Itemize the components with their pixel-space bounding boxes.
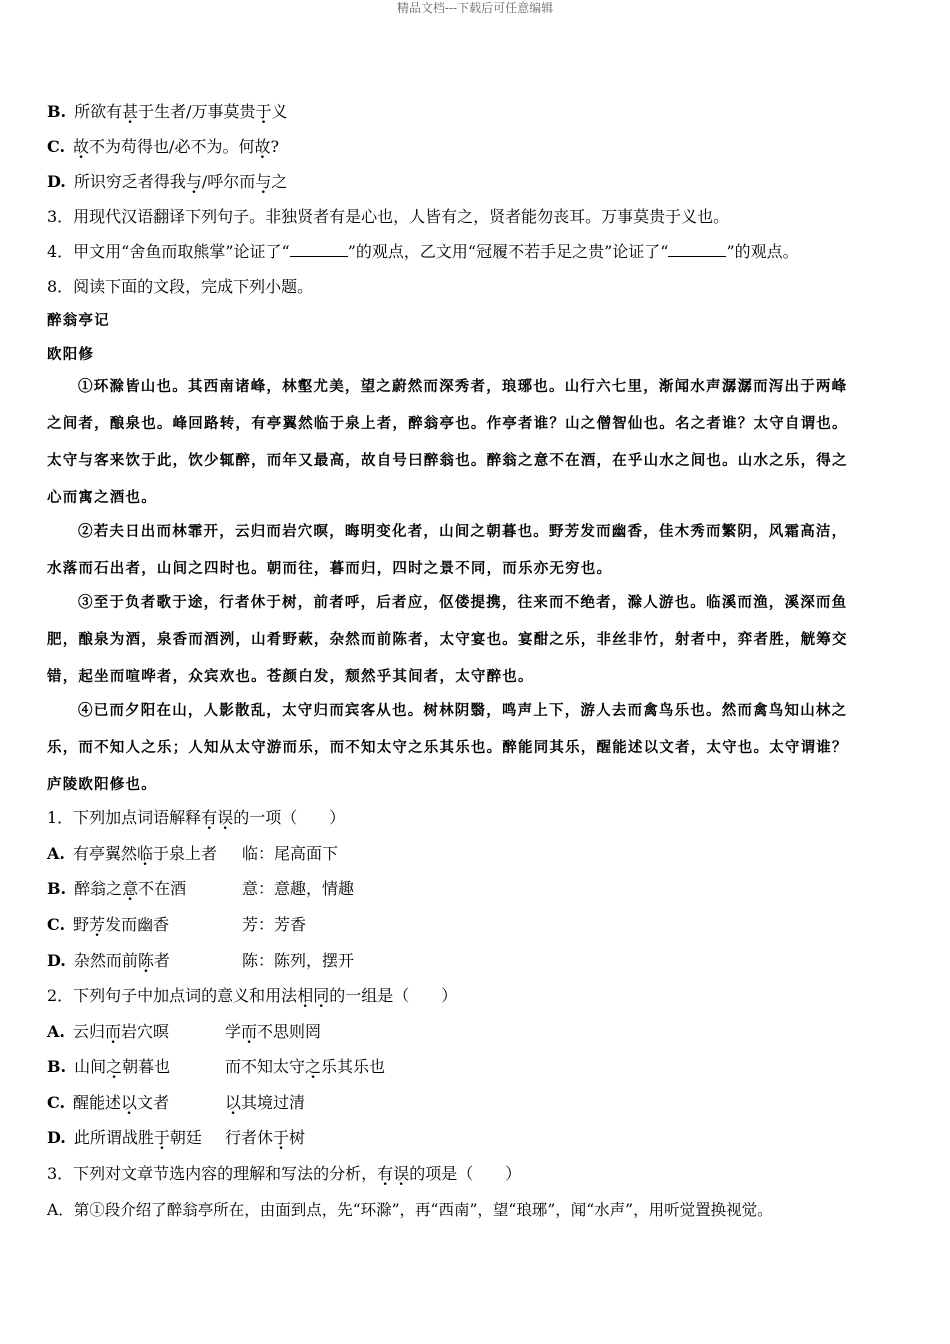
- text: 2．下列句子中加点词的意义和用法: [47, 986, 298, 1005]
- dotted-char: 以: [225, 1093, 242, 1112]
- text: 杂然而前: [73, 951, 138, 970]
- explanation: 芳：芳香: [242, 915, 307, 934]
- blank-line: [290, 242, 348, 257]
- dotted-char: 意: [122, 879, 139, 898]
- text: 乐其乐也: [321, 1057, 386, 1076]
- option-label: B.: [47, 102, 67, 121]
- text: 此所谓战胜: [73, 1128, 154, 1147]
- dotted-char: 临: [137, 844, 154, 863]
- option-b-line: [47, 101, 288, 123]
- text: 行者休: [225, 1128, 274, 1147]
- passage-line: 水落而石出者，山间之四时也。朝而往，暮而归，四时之景不同，而乐亦无穷也。: [47, 560, 613, 577]
- option-d-line: [47, 171, 287, 193]
- dotted-char: 之: [305, 1057, 322, 1076]
- dotted-char: 芳: [89, 915, 106, 934]
- text: 不在酒: [138, 879, 187, 898]
- passage-author: 欧阳修: [47, 346, 95, 363]
- dotted-char: 于: [273, 1128, 290, 1147]
- question-4: [47, 241, 799, 263]
- subquestion-2-option-d: [47, 1127, 306, 1149]
- text: 岩穴暝: [121, 1022, 170, 1041]
- explanation: 陈：陈列，摆开: [242, 951, 355, 970]
- dotted-char: 误: [217, 808, 234, 827]
- text: ?: [270, 137, 280, 156]
- text: ”的观点，乙文用“冠履不若手足之贵”论证了“: [347, 242, 669, 261]
- dotted-char: 之: [106, 1057, 123, 1076]
- text: ”的观点。: [726, 242, 799, 261]
- subquestion-3-stem: [47, 1163, 521, 1185]
- dotted-char: 于: [153, 1128, 170, 1147]
- text: 醉翁之: [74, 879, 123, 898]
- passage-line: ④已而夕阳在山，人影散乱，太守归而宾客从也。树林阴翳，鸣声上下，游人去而禽鸟乐也。然而禽鸟知山林之: [78, 702, 848, 719]
- option-label: A.: [47, 1022, 65, 1041]
- dotted-char: 与: [185, 172, 202, 191]
- option-label: D.: [47, 172, 66, 191]
- text: 朝暮也: [122, 1057, 171, 1076]
- passage-line: 错，起坐而喧哗者，众宾欢也。苍颜白发，颓然乎其间者，太守醉也。: [47, 668, 534, 685]
- explanation: 意：意趣，情趣: [242, 879, 355, 898]
- subquestion-3-option-a: A．第①段介绍了醉翁亭所在，由面到点，先“环滁”，再“西南”，望“琅琊”，闻“水声”，用听觉置换视觉。: [47, 1201, 773, 1219]
- text: 的一项（ ）: [233, 808, 346, 827]
- subquestion-2-option-b: [47, 1056, 386, 1078]
- subquestion-1-option-d: [47, 950, 355, 972]
- subquestion-1-option-b: [47, 878, 355, 900]
- subquestion-1-option-c: [47, 914, 307, 936]
- text: 云归: [72, 1022, 105, 1041]
- dotted-char: 有: [377, 1164, 394, 1183]
- subquestion-2-stem: [47, 985, 457, 1007]
- text: 而不知太守: [225, 1057, 306, 1076]
- dotted-char: 而: [241, 1022, 258, 1041]
- text: 义: [271, 102, 288, 121]
- dotted-char: 而: [105, 1022, 122, 1041]
- text: 学: [225, 1022, 242, 1041]
- page-header: 精品文档---下载后可任意编辑: [396, 1, 554, 15]
- passage-line: ②若夫日出而林霏开，云归而岩穴暝，晦明变化者，山间之朝暮也。野芳发而幽香，佳木秀而繁阴，风霜高洁，: [78, 523, 848, 540]
- subquestion-2-option-a: [47, 1021, 322, 1043]
- option-label: D.: [47, 1128, 66, 1147]
- option-label: C.: [47, 1093, 66, 1112]
- text: 野: [73, 915, 90, 934]
- explanation: 临：尾高面下: [242, 844, 339, 863]
- text: 山间: [74, 1057, 107, 1076]
- text: /呼尔而: [201, 172, 256, 191]
- passage-line: 肥，酿泉为酒，泉香而酒洌，山肴野蔌，杂然而前陈者，太守宴也。宴酣之乐，非丝非竹，射者中，弈者胜，觥筹交: [47, 631, 848, 648]
- option-label: D.: [47, 951, 66, 970]
- passage-title: 醉翁亭记: [47, 312, 110, 329]
- text: 朝廷: [169, 1128, 202, 1147]
- question-8-intro: 8．阅读下面的文段，完成下列小题。: [47, 277, 314, 296]
- passage-line: 心而寓之酒也。: [47, 489, 157, 506]
- subquestion-1-option-a: [47, 843, 339, 865]
- question-3-translate: 3．用现代汉语翻译下列句子。非独贤者有是心也，人皆有之，贤者能勿丧耳。万事莫贵于义也。: [47, 207, 730, 226]
- text: 有亭翼然: [72, 844, 137, 863]
- text: 树: [289, 1128, 306, 1147]
- dotted-char: 甚: [122, 102, 139, 121]
- passage-line: 之间者，酿泉也。峰回路转，有亭翼然临于泉上者，醉翁亭也。作亭者谁？山之僧智仙也。名之者谁？太守自谓也。: [47, 415, 848, 432]
- dotted-char: 陈: [137, 951, 154, 970]
- option-label: C.: [47, 137, 66, 156]
- dotted-char: 误: [393, 1164, 410, 1183]
- option-label: A.: [47, 844, 65, 863]
- dotted-char: 于: [255, 102, 272, 121]
- passage-line: 太守与客来饮于此，饮少辄醉，而年又最高，故自号曰醉翁也。醉翁之意不在酒，在乎山水之间也。山水之乐，得之: [47, 452, 848, 469]
- dotted-char: 故: [254, 137, 271, 156]
- dotted-char: 同: [313, 986, 330, 1005]
- option-usage: [225, 1021, 321, 1043]
- text: 不为苟得也/必不为。何: [89, 137, 255, 156]
- option-usage: [225, 1092, 305, 1114]
- text: 之: [271, 172, 288, 191]
- option-label: C.: [47, 915, 66, 934]
- text: 于泉上者: [153, 844, 218, 863]
- option-c-line: [47, 136, 279, 158]
- option-usage: [225, 1127, 305, 1149]
- dotted-char: 有: [201, 808, 218, 827]
- blank-line: [668, 242, 726, 257]
- text: 3．下列对文章节选内容的理解和写法的分析，: [47, 1164, 378, 1183]
- passage-line: ③至于负者歌于途，行者休于树，前者呼，后者应，伛偻提携，往来而不绝者，滁人游也。临溪而渔，溪深而鱼: [78, 594, 848, 611]
- passage-line: 乐，而不知人之乐；人知从太守游而乐，而不知太守之乐其乐也。醉能同其乐，醒能述以文者，太守也。太守谓谁？: [47, 739, 848, 756]
- option-label: B.: [47, 879, 67, 898]
- text: 醒能述: [73, 1093, 122, 1112]
- option-usage: [225, 1056, 385, 1078]
- text: 其境过清: [241, 1093, 306, 1112]
- text: 不思则罔: [257, 1022, 322, 1041]
- text: 4．甲文用“舍鱼而取熊掌”论证了“: [47, 242, 290, 261]
- dotted-char: 与: [255, 172, 272, 191]
- subquestion-1-stem: [47, 807, 345, 829]
- passage-line: ①环滁皆山也。其西南诸峰，林壑尤美，望之蔚然而深秀者，琅琊也。山行六七里，渐闻水声潺潺而泻出于两峰: [78, 378, 848, 395]
- subquestion-2-option-c: [47, 1092, 306, 1114]
- text: 文者: [137, 1093, 170, 1112]
- text: 发而幽香: [105, 915, 170, 934]
- text: 的项是（ ）: [409, 1164, 522, 1183]
- text: 于生者/万事莫贵: [138, 102, 256, 121]
- dotted-char: 相: [297, 986, 314, 1005]
- dotted-char: 故: [73, 137, 90, 156]
- option-label: B.: [47, 1057, 67, 1076]
- dotted-char: 以: [121, 1093, 138, 1112]
- text: 的一组是（ ）: [329, 986, 458, 1005]
- text: 所识穷乏者得我: [73, 172, 186, 191]
- text: 所欲有: [74, 102, 123, 121]
- passage-line: 庐陵欧阳修也。: [47, 776, 157, 793]
- text: 者: [153, 951, 170, 970]
- text: 1．下列加点词语解释: [47, 808, 202, 827]
